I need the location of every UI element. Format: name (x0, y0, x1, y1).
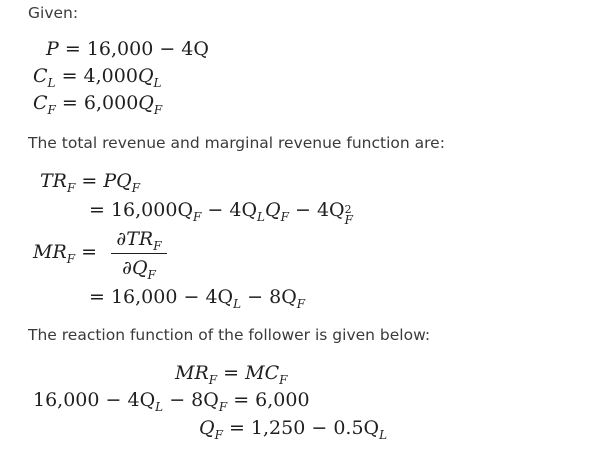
marginal-revenue-fraction (111, 228, 167, 282)
equation-follower-cost: $C_F = 6,000Q_F$ (33, 92, 163, 117)
revenue-label: The total revenue and marginal revenue function are: (28, 134, 445, 152)
equation-marginal-revenue-lhs: $MR_F$ = (33, 241, 98, 266)
equation-total-revenue-expanded: = $16,000Q_F - 4Q_LQ_F - 4Q$ 2 F (89, 199, 353, 227)
equation-reaction-step: $16,000 - 4Q_L - 8Q_F = 6,000$ (33, 389, 310, 414)
fraction-denominator: $\partial Q_F$ (122, 257, 156, 282)
equation-leader-cost: $C_L = 4,000Q_L$ (33, 65, 162, 90)
equation-marginal-revenue-result: = $16,000 - 4Q_L - 8Q_F$ (89, 286, 306, 311)
equation-reaction-function: $Q_F = 1,250 - 0.5Q_L$ (199, 417, 388, 442)
reaction-label: The reaction function of the follower is given below: (28, 326, 431, 344)
equation-price: P = 16,000 − 4Q (46, 38, 209, 60)
given-label: Given: (28, 4, 79, 22)
fraction-numerator: $\partial TR_F$ (116, 228, 162, 253)
equation-mr-equals-mc: $MR_F = MC_F$ (175, 362, 288, 387)
equation-total-revenue: $TR_F = PQ_F$ (40, 170, 141, 195)
